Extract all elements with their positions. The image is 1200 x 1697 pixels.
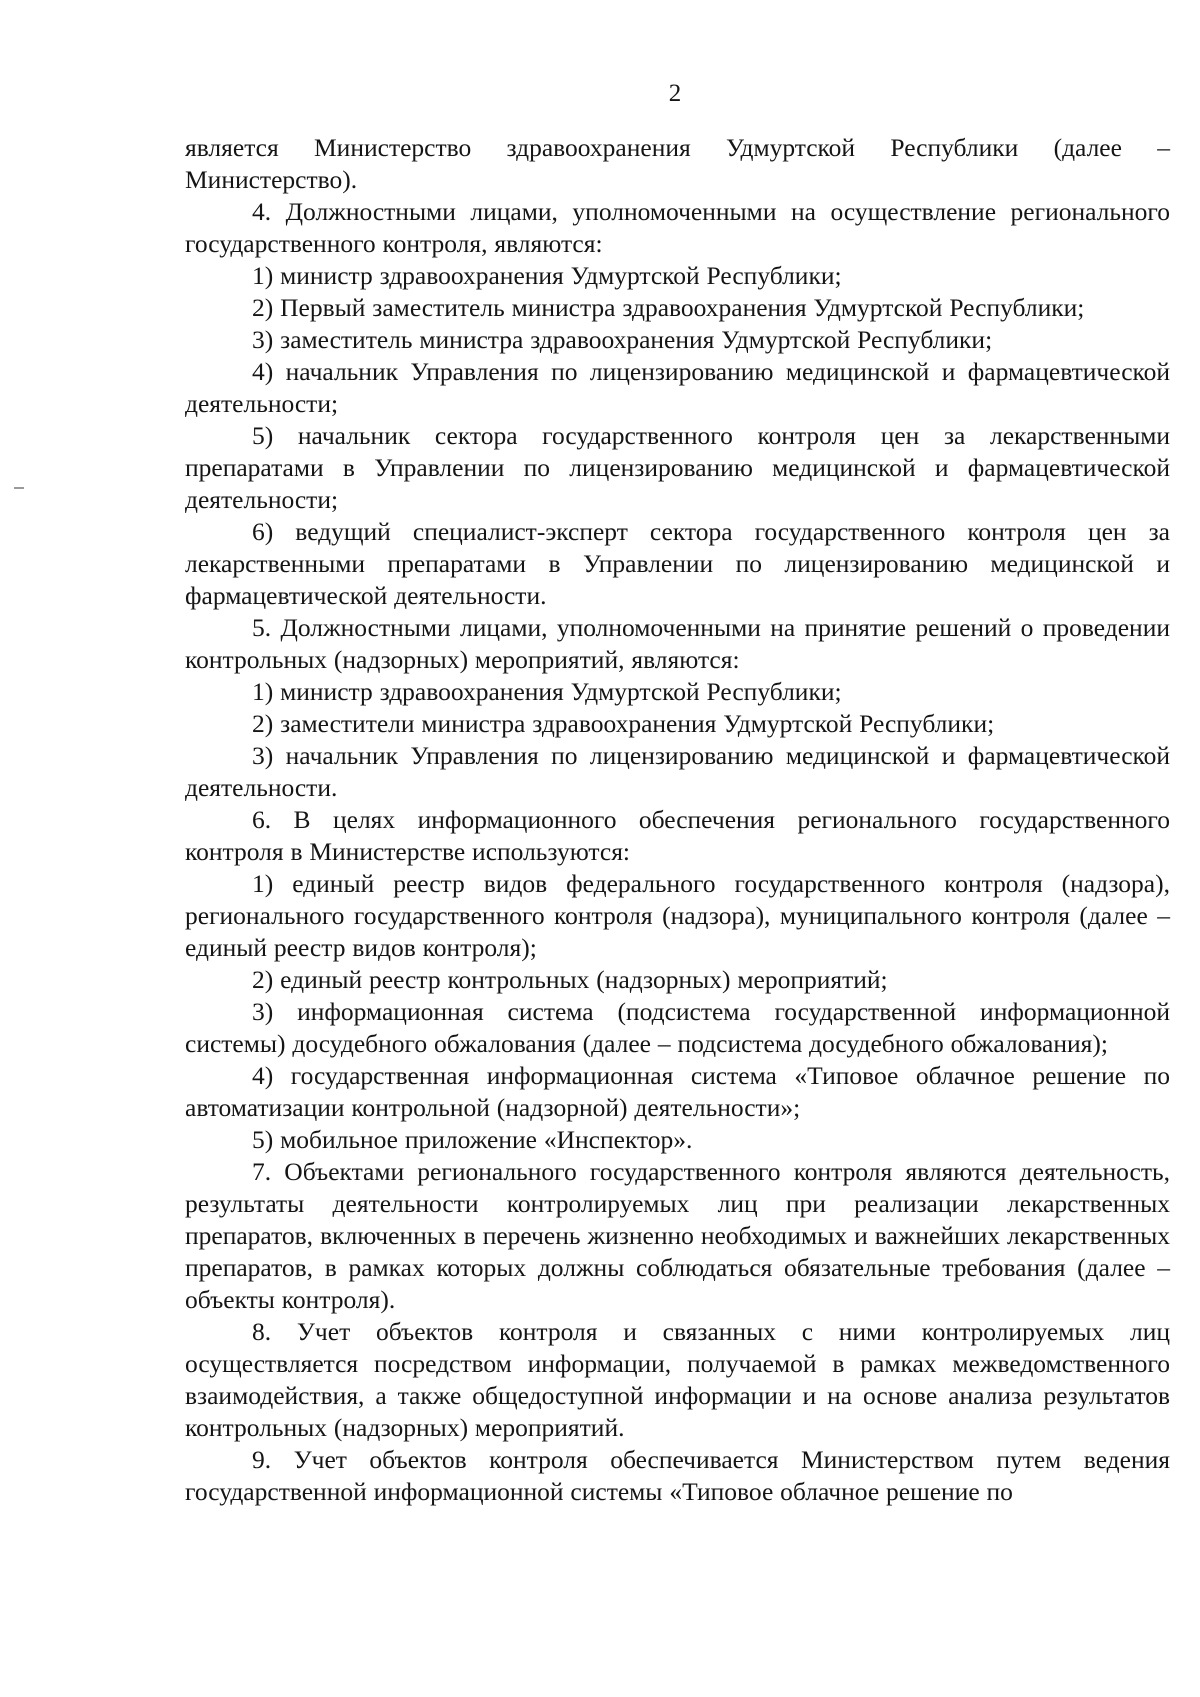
list-item: 1) министр здравоохранения Удмуртской Республики; (252, 677, 842, 706)
paragraph-item-6: 6. В целях информационного обеспечения регионального государственного контроля в Министерстве используются: (185, 805, 1170, 866)
paragraph-item-5: 5. Должностными лицами, уполномоченными на принятие решений о проведении контрольных (надзорных) мероприятий, являются: (185, 613, 1170, 674)
list-item: 5) начальник сектора государственного контроля цен за лекарственными препаратами в Управлении по лицензированию медицинской и фармацевтической деятельности; (185, 421, 1170, 514)
document-body (185, 132, 1170, 1508)
paragraph-item-9: 9. Учет объектов контроля обеспечивается Министерством путем ведения государственной информационной системы «Типовое облачное решение по (185, 1445, 1170, 1506)
list-item: 4) начальник Управления по лицензированию медицинской и фармацевтической деятельности; (185, 357, 1170, 418)
list-item: 3) начальник Управления по лицензированию медицинской и фармацевтической деятельности. (185, 741, 1170, 802)
paragraph-item-7: 7. Объектами регионального государственного контроля являются деятельность, результаты деятельности контролируемых лиц при реализации лекарственных препаратов, включенных в перечень жизненно необходимых и важнейших лекарственных препаратов, в рамках которых должны соблюдаться обязательные требования (далее – объекты контроля). (185, 1157, 1170, 1314)
list-item: 5) мобильное приложение «Инспектор». (252, 1125, 693, 1154)
list-item: 2) единый реестр контрольных (надзорных) мероприятий; (252, 965, 888, 994)
list-item: 4) государственная информационная система «Типовое облачное решение по автоматизации контрольной (надзорной) деятельности»; (185, 1061, 1170, 1122)
page-number: 2 (668, 80, 682, 107)
paragraph-continuation: является Министерство здравоохранения Удмуртской Республики (далее – Министерство). (185, 133, 1170, 194)
list-item: 3) заместитель министра здравоохранения Удмуртской Республики; (252, 325, 993, 354)
paragraph-item-4: 4. Должностными лицами, уполномоченными на осуществление регионального государственного контроля, являются: (185, 197, 1170, 258)
scan-artifact-mark (14, 487, 24, 489)
list-item: 1) единый реестр видов федерального государственного контроля (надзора), регионального государственного контроля (надзора), муниципального контроля (далее – единый реестр видов контроля); (185, 869, 1170, 962)
list-item: 1) министр здравоохранения Удмуртской Республики; (252, 261, 842, 290)
list-item: 2) заместители министра здравоохранения Удмуртской Республики; (252, 709, 995, 738)
list-item: 2) Первый заместитель министра здравоохранения Удмуртской Республики; (252, 293, 1085, 322)
list-item: 3) информационная система (подсистема государственной информационной системы) досудебного обжалования (далее – подсистема досудебного обжалования); (185, 997, 1170, 1058)
paragraph-item-8: 8. Учет объектов контроля и связанных с ними контролируемых лиц осуществляется посредством информации, получаемой в рамках межведомственного взаимодействия, а также общедоступной информации и на основе анализа результатов контрольных (надзорных) мероприятий. (185, 1317, 1170, 1442)
list-item: 6) ведущий специалист-эксперт сектора государственного контроля цен за лекарственными препаратами в Управлении по лицензированию медицинской и фармацевтической деятельности. (185, 517, 1170, 610)
